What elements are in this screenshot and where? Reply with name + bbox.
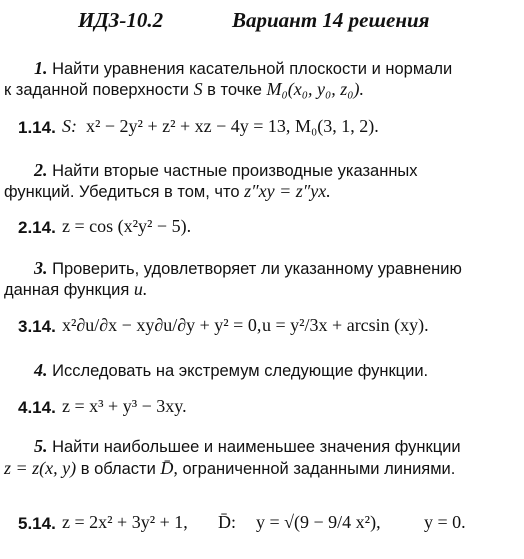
task-2-number: 2. bbox=[34, 160, 48, 180]
task-5-text-1: Найти наибольшее и наименьшее значения функции bbox=[52, 438, 461, 456]
problem-3 bbox=[0, 310, 524, 344]
task-1-text-2: к заданной поверхности bbox=[4, 81, 189, 99]
problem-5-boundary-1: y = √(9 − 9/4 x²), bbox=[256, 512, 381, 532]
task-2-text-2: функций. Убедиться в том, что bbox=[4, 183, 240, 201]
task-1-point: M₀(x₀, y₀, z₀). bbox=[266, 79, 364, 99]
task-3-line-1 bbox=[34, 258, 462, 280]
task-5-line-1 bbox=[34, 436, 461, 458]
problem-5-number: 5.14. bbox=[18, 514, 56, 533]
problem-4 bbox=[0, 394, 524, 424]
task-5-text-3: ограниченной заданными линиями. bbox=[182, 460, 456, 478]
task-1-text-3: в точке bbox=[207, 81, 262, 99]
task-5-domain: D̄, bbox=[160, 458, 178, 478]
assignment-title: ИДЗ-10.2 bbox=[78, 8, 164, 32]
problem-5-domain-label: D̄: bbox=[218, 512, 236, 532]
task-5-text-2: в области bbox=[80, 460, 156, 478]
problem-5-equation: z = 2x² + 3y² + 1, bbox=[62, 512, 188, 532]
problem-2-number: 2.14. bbox=[18, 218, 56, 237]
task-3-text-1: Проверить, удовлетворяет ли указанному уравнению bbox=[52, 260, 462, 278]
problem-1-point: M₀(3, 1, 2). bbox=[294, 116, 379, 136]
task-4-number: 4. bbox=[34, 360, 48, 380]
task-2-text-1: Найти вторые частные производные указанных bbox=[52, 162, 418, 180]
task-1-number: 1. bbox=[34, 58, 48, 78]
problem-2-equation: z = cos (x²y² − 5). bbox=[62, 216, 192, 236]
task-4-line-1 bbox=[34, 360, 428, 382]
problem-5-boundary-2: y = 0. bbox=[424, 512, 466, 532]
task-1-text-1: Найти уравнения касательной плоскости и нормали bbox=[52, 60, 453, 78]
task-2-equality: z″xy = z″yx. bbox=[244, 181, 331, 201]
task-3-number: 3. bbox=[34, 258, 48, 278]
problem-1-expression bbox=[62, 116, 379, 137]
problem-5 bbox=[0, 508, 524, 544]
problem-3-rhs: u = y²/3x + arcsin (xy). bbox=[262, 315, 429, 335]
task-2-line-1 bbox=[34, 160, 418, 182]
problem-2 bbox=[0, 214, 524, 244]
problem-1-label: S: bbox=[62, 116, 77, 136]
task-5-line-2 bbox=[4, 458, 455, 480]
task-1-surface-symbol: S bbox=[193, 79, 203, 99]
document-header bbox=[0, 8, 524, 36]
task-4-text-1: Исследовать на экстремум следующие функции. bbox=[52, 362, 429, 380]
task-3-line-2 bbox=[4, 279, 147, 301]
problem-1-number: 1.14. bbox=[18, 118, 56, 137]
problem-1 bbox=[0, 114, 524, 144]
task-2-line-2 bbox=[4, 181, 331, 203]
problem-3-lhs: x²∂u/∂x − xy∂u/∂y + y² = 0, bbox=[62, 315, 262, 335]
task-3-text-2: данная функция bbox=[4, 281, 130, 299]
task-3-variable: u. bbox=[133, 279, 148, 299]
task-1-line-1 bbox=[34, 58, 452, 80]
task-1-line-2 bbox=[4, 79, 364, 101]
variant-title: Вариант 14 решения bbox=[232, 8, 430, 32]
problem-1-equation: x² − 2y² + z² + xz − 4y = 13, bbox=[86, 116, 291, 136]
problem-3-number: 3.14. bbox=[18, 317, 56, 336]
task-5-number: 5. bbox=[34, 436, 48, 456]
problem-4-equation: z = x³ + y³ − 3xy. bbox=[62, 396, 187, 416]
task-5-function: z = z(x, y) bbox=[4, 458, 77, 478]
problem-4-number: 4.14. bbox=[18, 398, 56, 417]
